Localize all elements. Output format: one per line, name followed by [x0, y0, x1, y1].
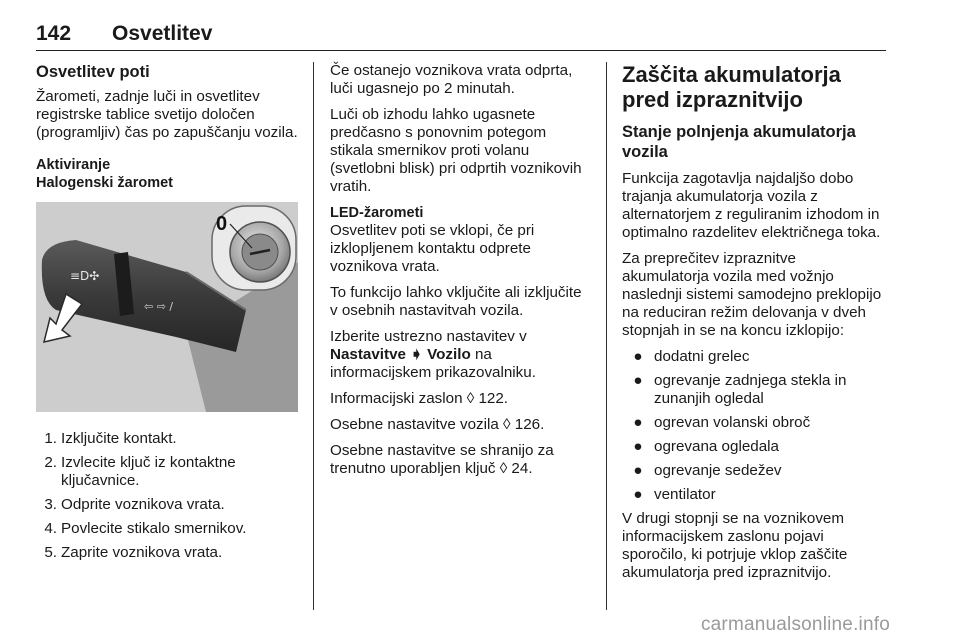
- list-item: 2. Izvlecite ključ iz kontaktne ključavnice.: [44, 454, 236, 489]
- paragraph: Za preprečitev izpraznitve akumulatorja vozila med vožnjo naslednji sistemi samodejno preklopijo na reduciran režim delovanja v dveh stopnjah in se na koncu izklopijo:: [622, 250, 882, 339]
- page-number: 142: [36, 22, 72, 45]
- section-heading-battery: Zaščita akumulatorja pred izpraznitvijo: [622, 62, 841, 112]
- list-item: ● ogrevanje zadnjega stekla in zunanjih ogledal: [633, 372, 847, 407]
- list-item: 4. Povlecite stikalo smernikov.: [44, 520, 247, 537]
- column-divider-2: [606, 62, 607, 610]
- systems-list: [622, 348, 884, 504]
- column-2: [330, 62, 592, 486]
- svg-text:≡D✣: ≡D✣: [70, 269, 100, 283]
- column-divider-1: [313, 62, 314, 610]
- subheading-battery-charge: Stanje polnjenja akumulatorja vozila: [622, 123, 856, 161]
- cross-reference[interactable]: Osebne nastavitve se shranijo za trenutno uporabljen ključ ◊ 24.: [330, 442, 554, 477]
- section-heading-path-lighting: Osvetlitev poti: [36, 63, 150, 81]
- list-item: 3. Odprite voznikova vrata.: [44, 496, 225, 513]
- intro-paragraph: Žarometi, zadnje luči in osvetlitev registrske tablice svetijo določen (programljiv) čas po zapuščanju vozila.: [36, 88, 298, 141]
- paragraph: Če ostanejo voznikova vrata odprta, luči ugasnejo po 2 minutah.: [330, 62, 573, 97]
- list-item: ● ogrevan volanski obroč: [633, 414, 811, 431]
- column-1: [36, 62, 298, 568]
- list-item: 1. Izključite kontakt.: [44, 430, 177, 447]
- menu-path: Nastavitve ➧ Vozilo: [330, 346, 471, 363]
- paragraph: Osvetlitev poti se vklopi, če pri izklopljenem kontaktu odprete voznikova vrata.: [330, 222, 535, 275]
- watermark: carmanualsonline.info: [700, 614, 890, 635]
- subheading-led: LED-žarometi: [330, 205, 424, 221]
- page-header: [36, 22, 886, 51]
- chapter-title: Osvetlitev: [112, 22, 213, 45]
- subheading-halogen: Halogenski žaromet: [36, 175, 173, 191]
- list-item: 5. Zaprite voznikova vrata.: [44, 544, 223, 561]
- svg-text:⇦ ⇨ /: ⇦ ⇨ /: [144, 300, 174, 313]
- stalk-illustration: [36, 202, 298, 412]
- cross-reference[interactable]: Osebne nastavitve vozila ◊ 126.: [330, 416, 545, 433]
- list-item: ● ventilator: [633, 486, 716, 503]
- paragraph: To funkcijo lahko vključite ali izključite v osebnih nastavitvah vozila.: [330, 284, 582, 319]
- list-item: ● ogrevana ogledala: [633, 438, 779, 455]
- cross-reference[interactable]: Informacijski zaslon ◊ 122.: [330, 390, 509, 407]
- paragraph: V drugi stopnji se na voznikovem informacijskem zaslonu pojavi sporočilo, ki potrjuje vklop zaščite akumulatorja pred izpraznitvijo.: [622, 510, 848, 581]
- paragraph: Izberite ustrezno nastavitev v Nastavitve ➧ Vozilo na informacijskem prikazovalniku.: [330, 328, 536, 381]
- figure-zero-label: 0: [216, 213, 228, 235]
- subheading-activation: Aktiviranje: [36, 157, 111, 173]
- list-item: ● dodatni grelec: [633, 348, 750, 365]
- steps-list: [36, 430, 298, 562]
- paragraph: Luči ob izhodu lahko ugasnete predčasno s ponovnim potegom stikala smernikov proti volanu (svetlobni blisk) pri odprtih voznikovih vratih.: [330, 106, 582, 195]
- paragraph: Funkcija zagotavlja najdaljšo dobo trajanja akumulatorja vozila z alternatorjem z reguliranim izhodom in optimalno razdelitev električnega toka.: [622, 170, 881, 241]
- list-item: ● ogrevanje sedežev: [633, 462, 782, 479]
- column-3: [622, 62, 884, 590]
